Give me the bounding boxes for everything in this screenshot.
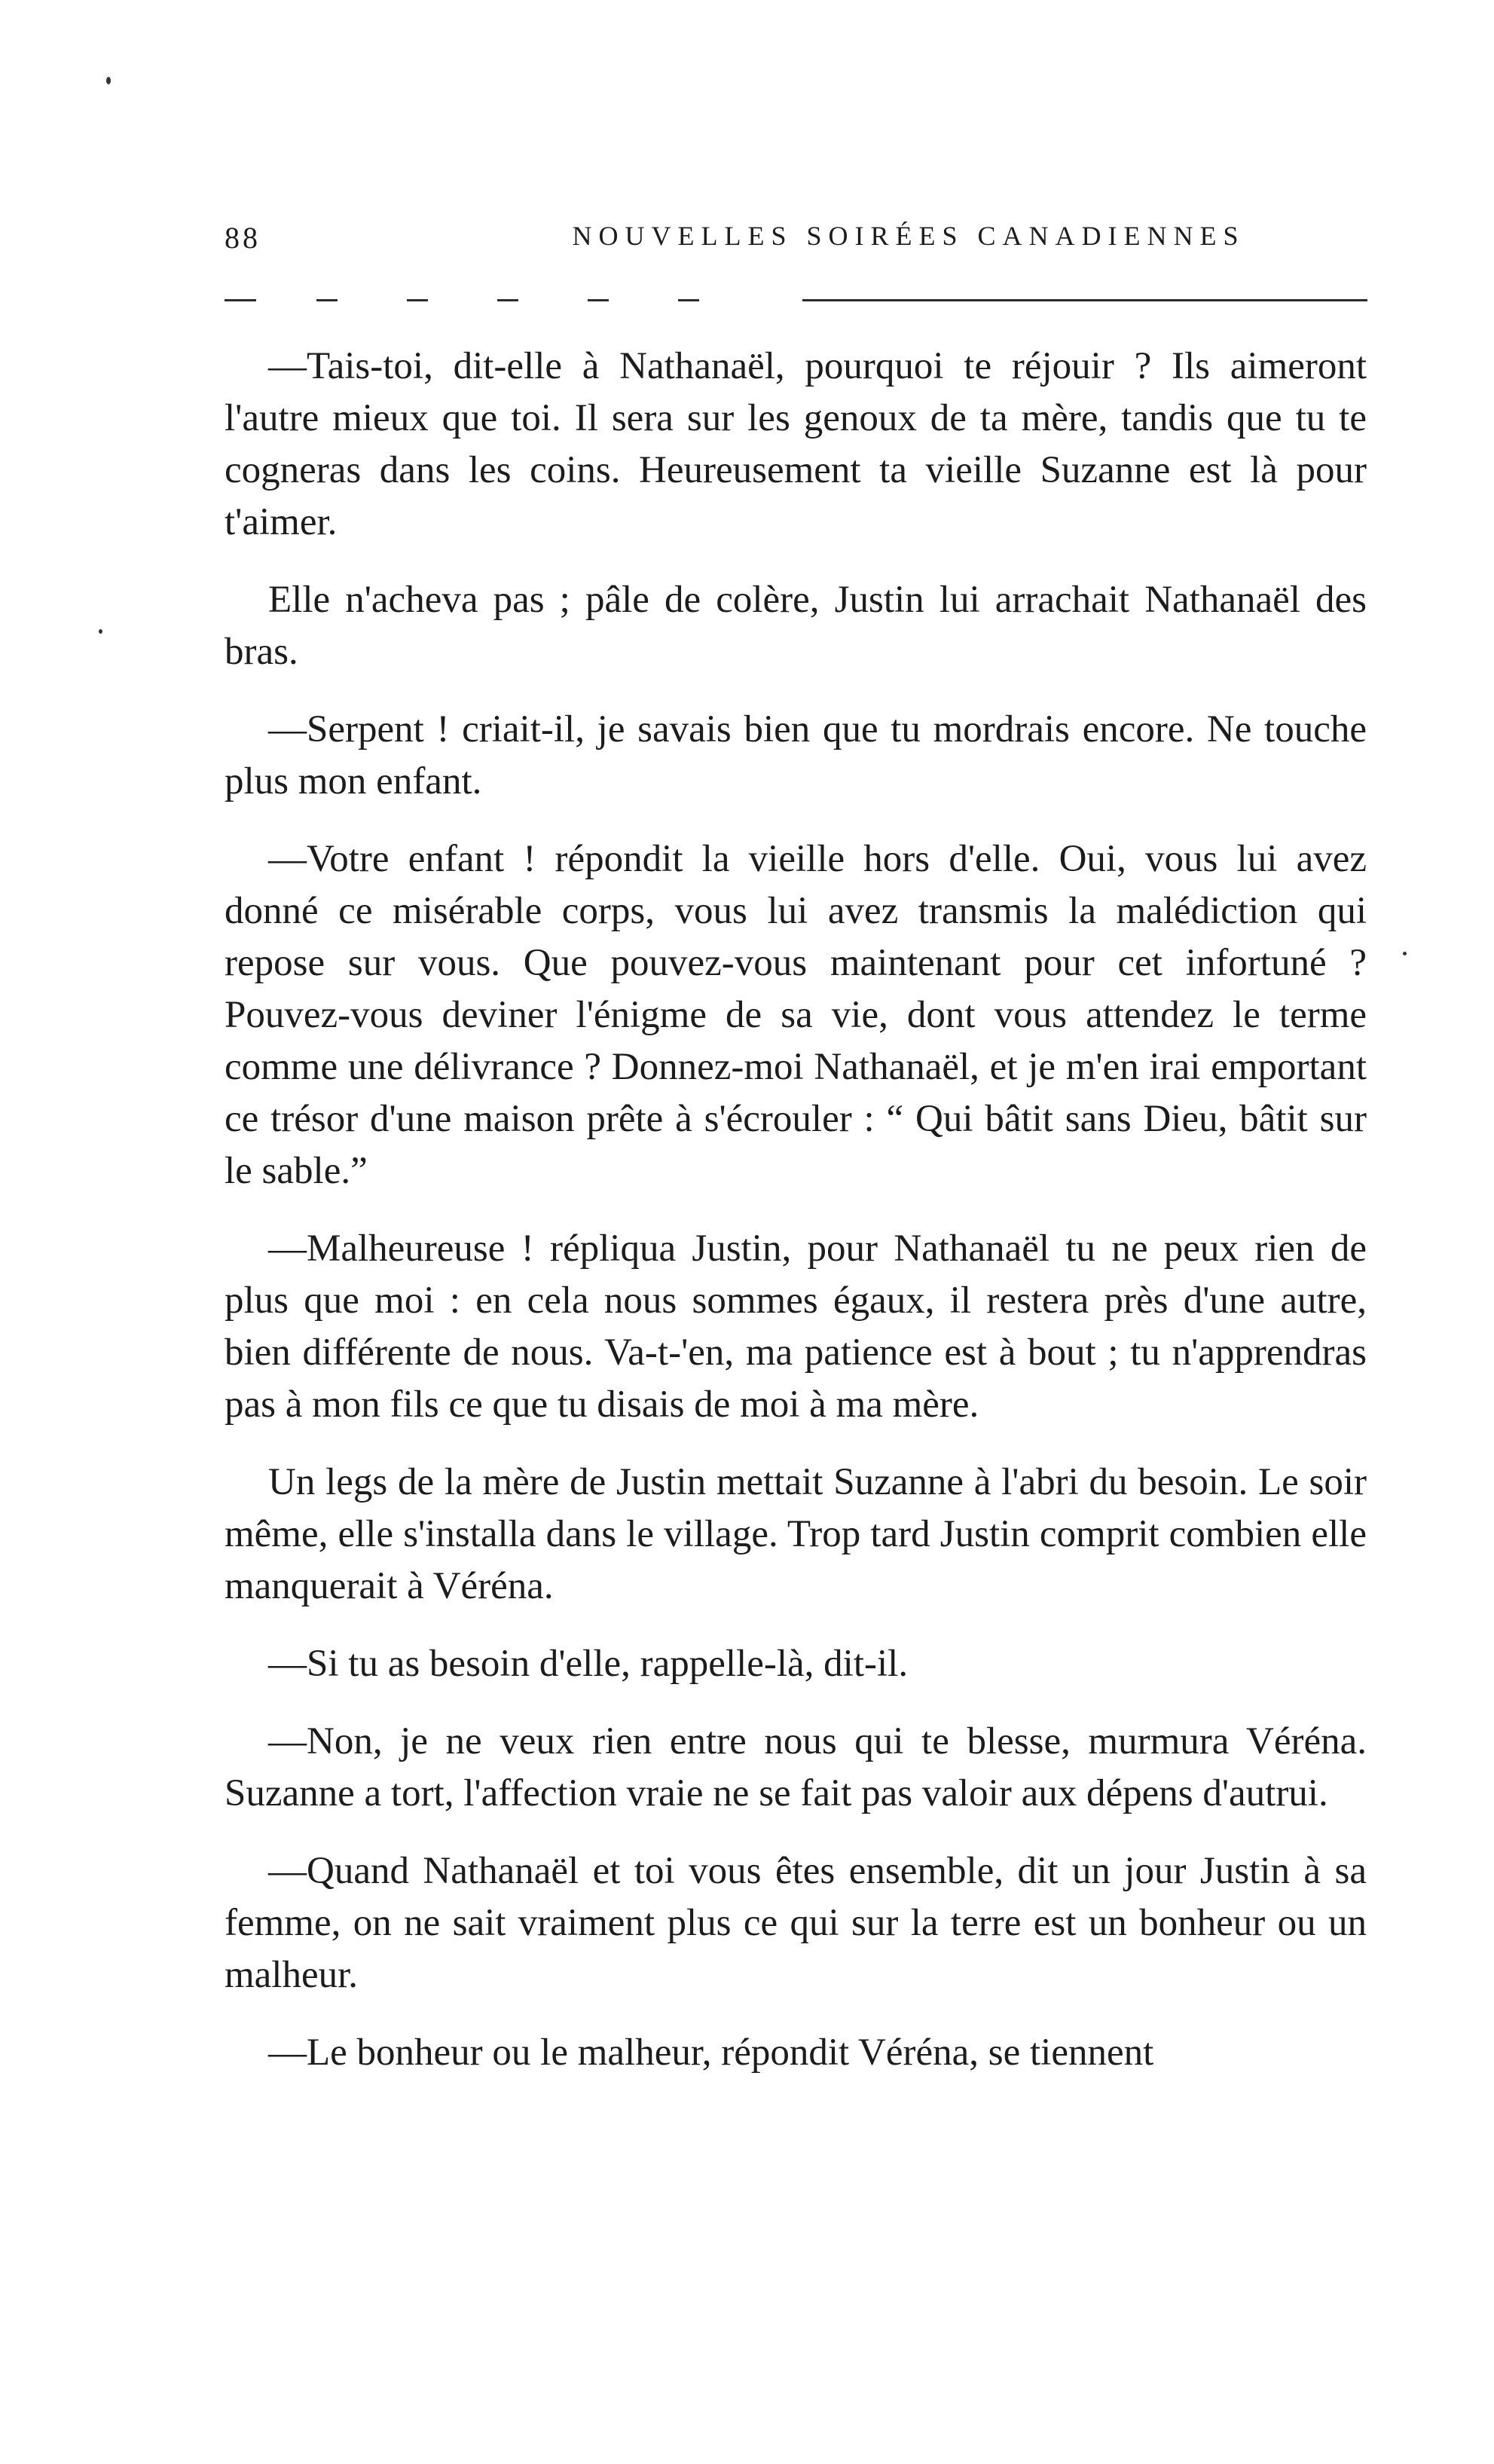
paragraph: —Non, je ne veux rien entre nous qui te blesse, murmura Véréna. Suzanne a tort, l'affection vraie ne se fait pas valoir aux dépens d'autrui. — [225, 1720, 1367, 1814]
paragraph: —Le bonheur ou le malheur, répondit Véréna, se tiennent — [268, 2031, 1154, 2074]
paragraph: —Serpent ! criait-il, je savais bien que tu mordrais encore. Ne touche plus mon enfant. — [225, 708, 1367, 802]
running-header — [225, 220, 1367, 265]
header-rule-right — [802, 299, 1367, 301]
ink-speck — [99, 629, 102, 634]
paragraph: —Quand Nathanaël et toi vous êtes ensemble, dit un jour Justin à sa femme, on ne sait vraiment plus ce qui sur la terre est un bonheur ou un malheur. — [225, 1850, 1367, 1996]
paragraph: Un legs de la mère de Justin mettait Suzanne à l'abri du besoin. Le soir même, elle s'installa dans le village. Trop tard Justin comprit combien elle manquerait à Véréna. — [225, 1461, 1367, 1607]
paragraph: Elle n'acheva pas ; pâle de colère, Justin lui arrachait Nathanaël des bras. — [225, 579, 1367, 673]
ink-speck — [1403, 952, 1407, 955]
header-rule-dashes — [226, 299, 753, 301]
running-title: NOUVELLES SOIRÉES CANADIENNES — [572, 221, 1245, 251]
paragraph: —Tais-toi, dit-elle à Nathanaël, pourquoi te réjouir ? Ils aimeront l'autre mieux que toi. Il sera sur les genoux de ta mère, tandis que tu te cogneras dans les coins. Heureusement ta vieille Suzanne est là pour t'aimer. — [225, 345, 1367, 543]
paragraph: —Malheureuse ! répliqua Justin, pour Nathanaël tu ne peux rien de plus que moi : en cela nous sommes égaux, il restera près d'une autre, bien différente de nous. Va-t-'en, ma patience est à bout ; tu n'apprendras pas à mon fils ce que tu disais de moi à ma mère. — [225, 1227, 1367, 1426]
page-number: 88 — [225, 221, 261, 255]
ink-speck — [106, 77, 111, 84]
paragraph: —Si tu as besoin d'elle, rappelle-là, dit-il. — [268, 1643, 909, 1685]
paragraph: —Votre enfant ! répondit la vieille hors d'elle. Oui, vous lui avez donné ce misérable corps, vous lui avez transmis la malédiction qui repose sur vous. Que pouvez-vous maintenant pour cet infortuné ? Pouvez-vous deviner l'énigme de sa vie, dont vous attendez le terme comme une délivrance ? Donnez-moi Nathanaël, et je m'en irai emportant ce trésor d'une maison prête à s'écrouler : “ Qui bâtit sans Dieu, bâtit sur le sable.” — [225, 838, 1367, 1192]
page-body — [225, 341, 1367, 2105]
